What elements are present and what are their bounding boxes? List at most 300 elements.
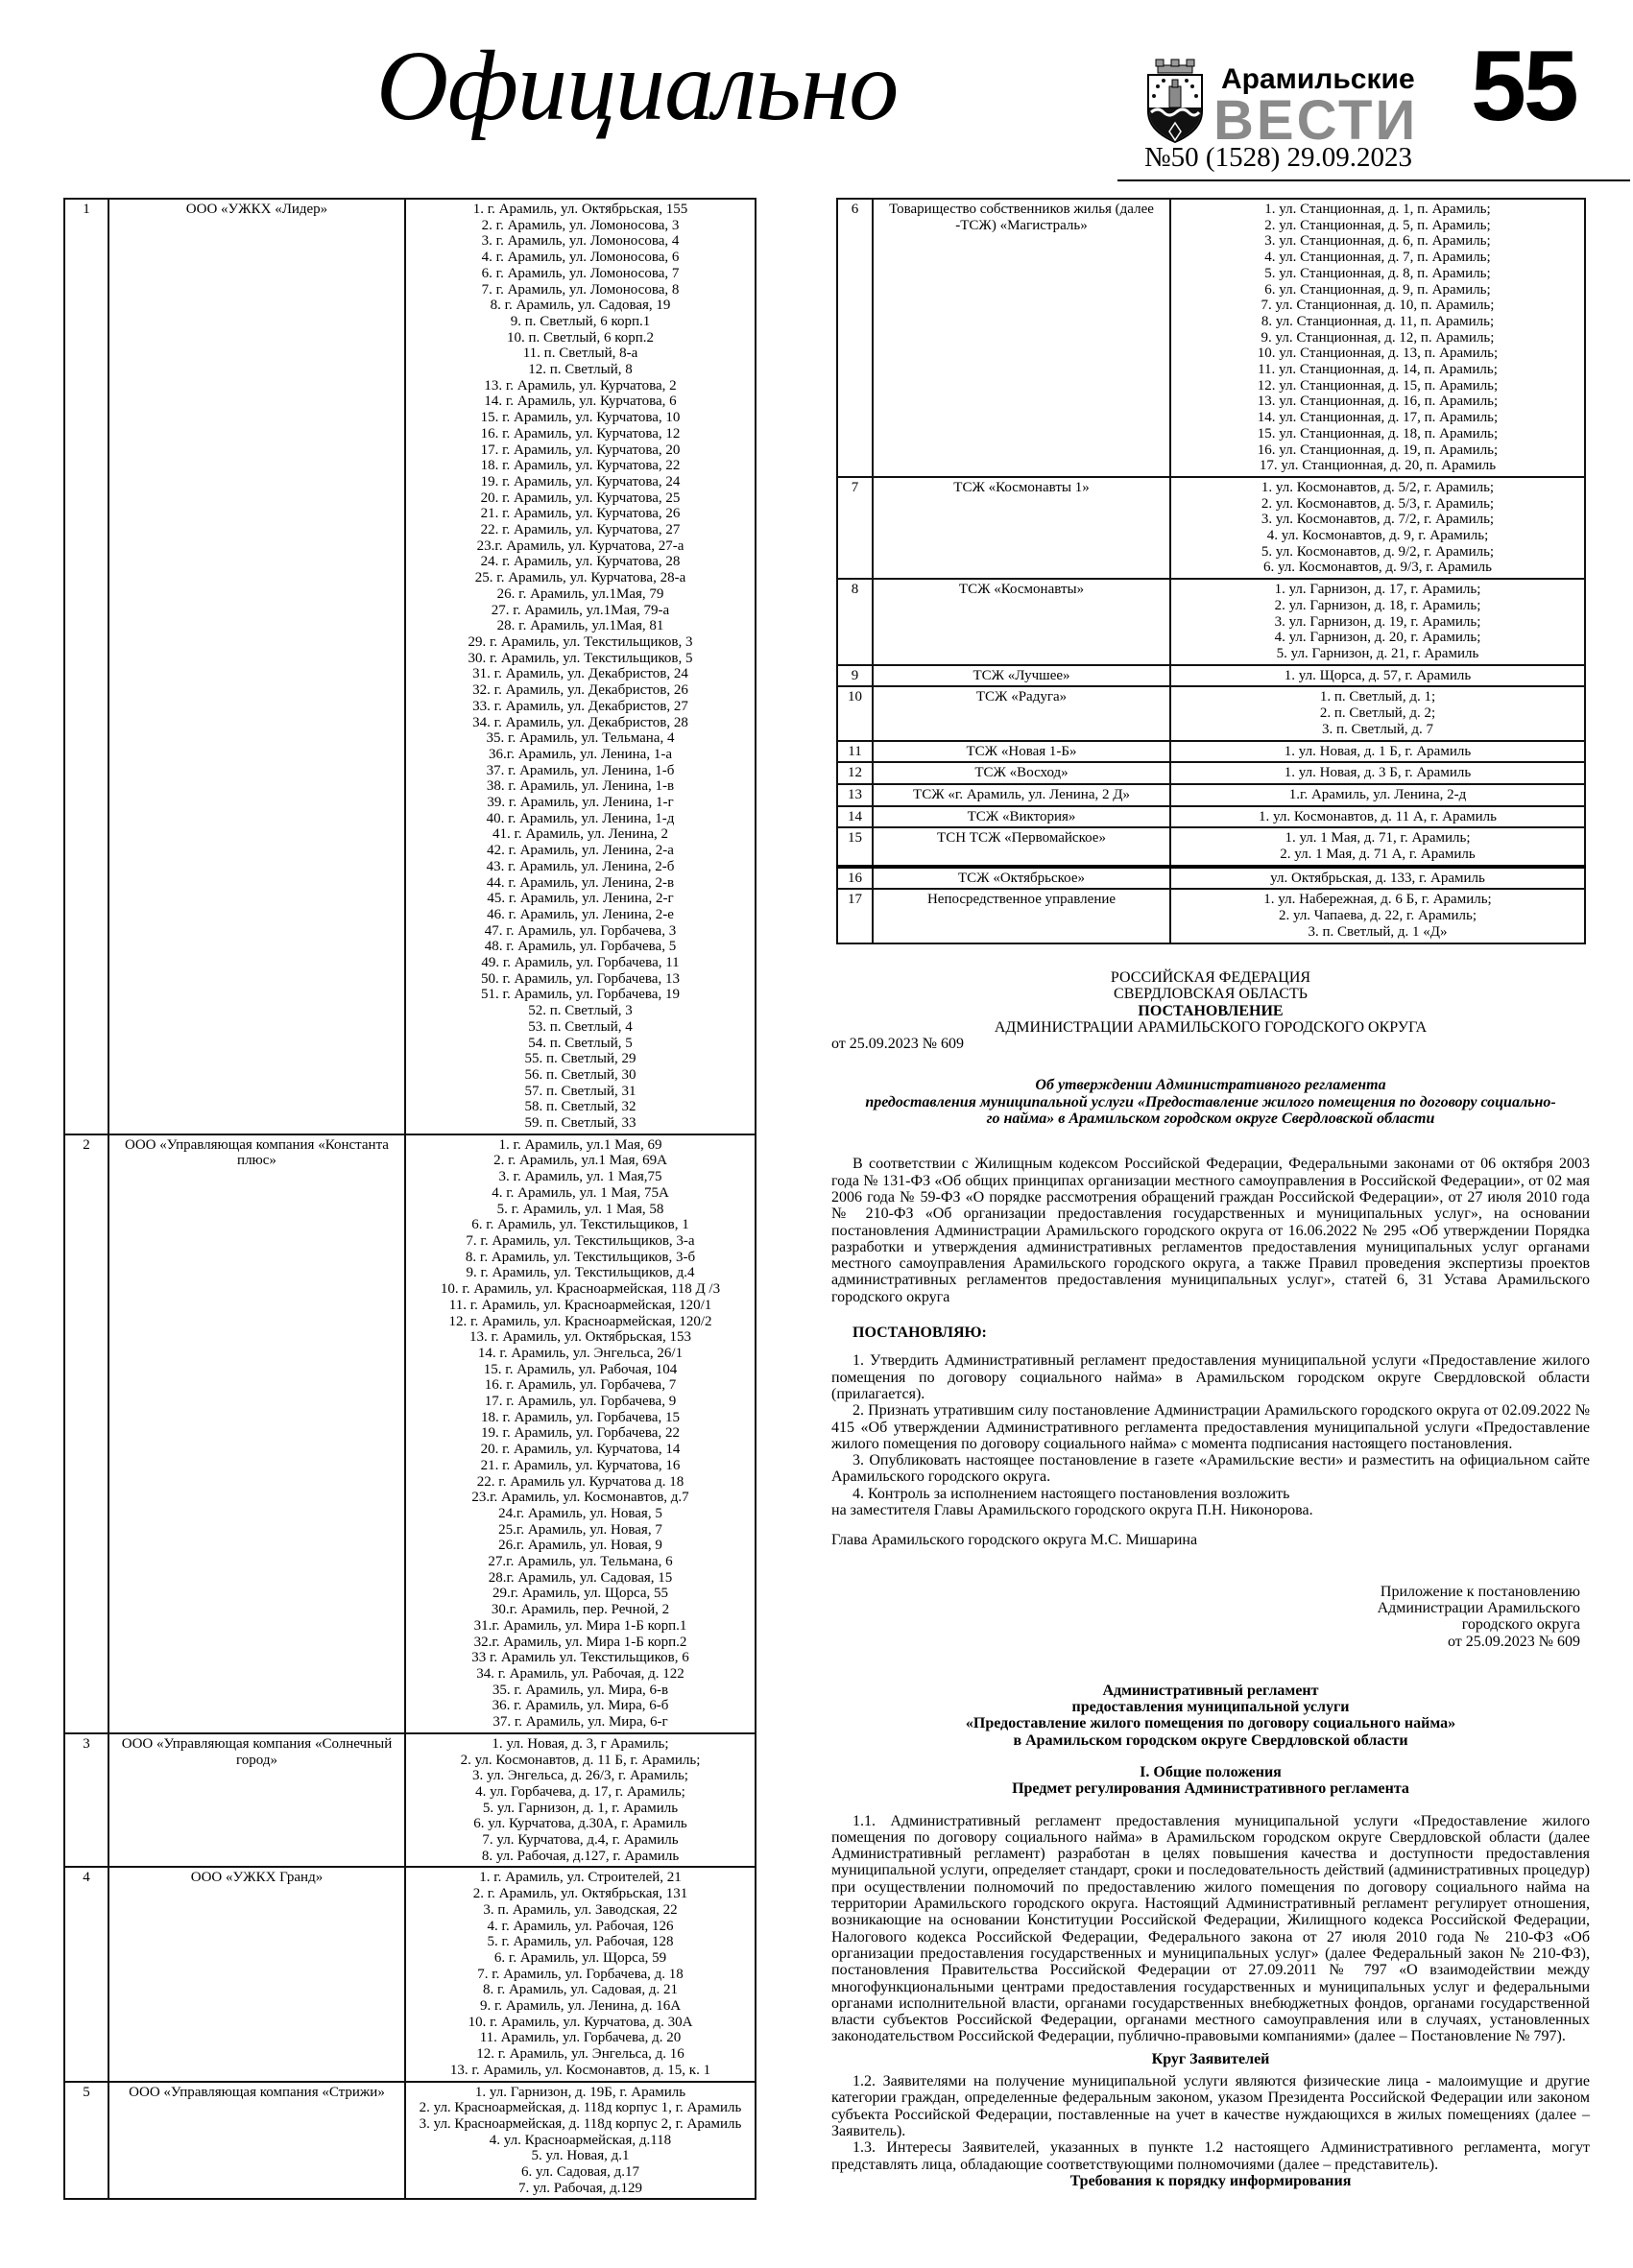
addresses-cell	[1170, 867, 1585, 890]
address-line: 7. г. Арамиль, ул. Горбачева, д. 18	[477, 1966, 684, 1982]
address-line: 8. ул. Станционная, д. 11, п. Арамиль;	[1261, 313, 1495, 329]
address-line: 4. ул. Космонавтов, д. 9, г. Арамиль;	[1266, 528, 1489, 544]
address-line: 4. ул. Станционная, д. 7, п. Арамиль;	[1264, 250, 1491, 266]
row-number-cell: 1	[64, 199, 108, 1134]
row-number-cell: 9	[837, 665, 873, 687]
text-line: предоставления муниципальной услуги «Предоставление жилого помещения по договору социально-	[865, 1093, 1556, 1110]
address-line: 46. г. Арамиль, ул. Ленина, 2-е	[487, 906, 674, 922]
address-line: 50. г. Арамиль, ул. Горбачева, 13	[481, 970, 680, 987]
table-row	[64, 1733, 756, 1868]
company-name-cell: ТСЖ «Космонавты 1»	[873, 477, 1170, 579]
decree-block	[831, 1019, 1590, 1036]
decree-block	[831, 1532, 1590, 1548]
table-row	[837, 867, 1585, 890]
address-line: 6. г. Арамиль, ул. Щорса, 59	[493, 1949, 667, 1966]
address-line: 3. ул. Гарнизон, д. 19, г. Арамиль;	[1274, 613, 1481, 630]
company-name-cell: ООО «Управляющая компания «Стрижи»	[108, 2082, 405, 2200]
table-row	[837, 827, 1585, 866]
address-line: 56. п. Светлый, 30	[524, 1066, 636, 1083]
address-line: 18. г. Арамиль, ул. Курчатова, 22	[480, 458, 681, 474]
address-line: 5. ул. Новая, д.1	[531, 2148, 630, 2164]
address-line: 20. г. Арамиль, ул. Курчатова, 14	[480, 1442, 681, 1458]
text-line: 1.1. Административный регламент предоставления муниципальной услуги «Предоставление жилого помещения по договору социального найма» в Арамильском городском округе Свердловской области (далее Административный регламент) разработан в целях повышения качества и доступности предоставления муниципальной услуги, определяет стандарт, сроки и последовательность действий (административных процедур) при осуществлении полномочий по предоставлению жилого помещения по договору социального найма на территории Арамильского городского округа. Настоящий Административный регламент регулирует отношения, возникающие на основании Конституции Российской Федерации, Жилищного кодекса Российской Федерации, Налогового кодекса Российской Федерации, Федерального закона от 27 июля 2010 года № 210-ФЗ «Об организации предоставления государственных и муниципальных услуг» (далее Федеральный закон № 210-ФЗ), постановления Правительства Российской Федерации от 27.09.2011 № 797 «О взаимодействии между многофункциональными центрами предоставления государственных и муниципальных услуг и федеральными органами исполнительной власти, органами государственных внебюджетных фондов, органами государственной власти субъектов Российской Федерации, органами местного самоуправления или в случаях, установленных законодательством Российской Федерации, публично-правовыми компаниями» (далее – Постановление № 797).	[831, 1812, 1590, 2045]
text-line: СВЕРДЛОВСКАЯ ОБЛАСТЬ	[1114, 986, 1308, 1003]
address-line: 41. г. Арамиль, ул. Ленина, 2	[492, 826, 669, 843]
address-line: 23.г. Арамиль, ул. Космонавтов, д.7	[471, 1490, 689, 1506]
text-line: ПОСТАНОВЛЕНИЕ	[1138, 1002, 1284, 1019]
address-line: 28.г. Арамиль, ул. Садовая, 15	[488, 1569, 673, 1586]
spacer	[831, 1518, 1590, 1532]
address-line: 10. г. Арамиль, ул. Курчатова, д. 30А	[468, 2014, 693, 2030]
address-line: 16. г. Арамиль, ул. Курчатова, 12	[480, 425, 681, 442]
address-line: 3. ул. Красноармейская, д. 118д корпус 2, г. Арамиль	[419, 2115, 742, 2132]
address-line: 39. г. Арамиль, ул. Ленина, 1-г	[487, 795, 674, 811]
decree-block	[831, 2173, 1590, 2189]
address-line: 30. г. Арамиль, ул. Текстильщиков, 5	[468, 650, 693, 666]
address-line: 1. ул. Новая, д. 3, г Арамиль;	[492, 1735, 669, 1752]
address-line: 10. г. Арамиль, ул. Красноармейская, 118 Д /3	[440, 1281, 721, 1298]
addresses-cell	[1170, 579, 1585, 665]
addresses-cell	[1170, 806, 1585, 828]
text-line: на заместителя Главы Арамильского городского округа П.Н. Никонорова.	[831, 1502, 1313, 1519]
address-line: 49. г. Арамиль, ул. Горбачева, 11	[481, 955, 680, 971]
addresses-cell	[1170, 784, 1585, 806]
text-line: Предмет регулирования Административного регламента	[1012, 1780, 1409, 1798]
address-line: 7. г. Арамиль, ул. Текстильщиков, 3-а	[466, 1233, 695, 1249]
address-line: 10. п. Светлый, 6 корп.2	[506, 329, 654, 346]
table-row	[837, 889, 1585, 943]
addresses-cell	[405, 1134, 756, 1733]
address-line: 35. г. Арамиль, ул. Мира, 6-в	[492, 1682, 669, 1698]
address-line: 2. ул. Красноармейская, д. 118д корпус 1, г. Арамиль	[419, 2100, 742, 2116]
row-number-cell: 8	[837, 579, 873, 665]
text-line: от 25.09.2023 № 609	[1447, 1633, 1580, 1650]
table-row	[64, 199, 756, 1134]
text-line: предоставления муниципальной услуги	[1071, 1699, 1350, 1716]
address-line: 22. г. Арамиль, ул. Курчатова, 27	[480, 522, 681, 538]
address-line: 34. г. Арамиль, ул. Рабочая, д. 122	[476, 1665, 684, 1682]
text-line: В соответствии с Жилищным кодексом Российской Федерации, Федеральными законами от 06 октября 2003 года № 131-ФЗ «Об общих принципах организации местного самоуправления в Российской Федерации», от 02 мая 2006 года № 59-ФЗ «О порядке рассмотрения обращений граждан Российской Федерации», от 27 июля 2010 года № 210-ФЗ «Об организации предоставления государственных и муниципальных услуг», на основании постановления Администрации Арамильского городского округа от 16.06.2022 № 295 «Об утверждении Порядка разработки и утверждения административных регламентов предоставления муниципальных услуг органами местного самоуправления Арамильского городского округа, а также Правил проведения экспертизы проектов административных регламентов предоставления муниципальных услуг», статей 6, 31 Устава Арамильского городского округа	[831, 1156, 1590, 1305]
address-line: 25.г. Арамиль, ул. Новая, 7	[498, 1521, 662, 1538]
address-line: 6. ул. Садовая, д.17	[521, 2164, 639, 2181]
decree-text	[831, 969, 1590, 2189]
decree-block	[831, 1077, 1590, 1127]
text-line: Административный регламент	[1102, 1682, 1319, 1699]
address-line: 1. ул. 1 Мая, д. 71, г. Арамиль;	[1285, 830, 1471, 847]
address-line: 9. г. Арамиль, ул. Ленина, д. 16А	[479, 1998, 682, 2015]
address-line: 32. г. Арамиль, ул. Декабристов, 26	[472, 682, 688, 699]
addresses-cell	[1170, 827, 1585, 866]
address-line: ул. Октябрьская, д. 133, г. Арамиль	[1270, 870, 1485, 886]
address-line: 34. г. Арамиль, ул. Декабристов, 28	[472, 714, 688, 730]
address-line: 3. ул. Космонавтов, д. 7/2, г. Арамиль;	[1261, 512, 1495, 528]
spacer	[831, 1305, 1590, 1325]
address-line: 40. г. Арамиль, ул. Ленина, 1-д	[486, 810, 675, 826]
brand-top-label: Арамильские	[1221, 63, 1415, 95]
address-line: 2. ул. Станционная, д. 5, п. Арамиль;	[1264, 217, 1491, 233]
row-number-cell: 4	[64, 1867, 108, 2081]
decree-block	[831, 1584, 1590, 1650]
company-name-cell: ООО «Управляющая компания «Солнечный город»	[108, 1733, 405, 1868]
address-line: 13. ул. Станционная, д. 16, п. Арамиль;	[1257, 394, 1499, 410]
table-row	[837, 784, 1585, 806]
row-number-cell: 12	[837, 762, 873, 784]
address-line: 10. ул. Станционная, д. 13, п. Арамиль;	[1257, 346, 1499, 362]
decree-block	[831, 1003, 1590, 1019]
address-line: 1. г. Арамиль, ул. Октябрьская, 155	[472, 202, 688, 217]
address-line: 5. г. Арамиль, ул. 1 Мая, 58	[496, 1201, 664, 1217]
address-line: 22. г. Арамиль ул. Курчатова д. 18	[476, 1473, 684, 1490]
address-line: 31.г. Арамиль, ул. Мира 1-Б корп.1	[473, 1617, 687, 1634]
address-line: 15. г. Арамиль, ул. Рабочая, 104	[483, 1361, 678, 1377]
spacer	[831, 1127, 1590, 1156]
company-name-cell: ТСН ТСЖ «Первомайское»	[873, 827, 1170, 866]
address-line: 29. г. Арамиль, ул. Текстильщиков, 3	[468, 633, 693, 650]
address-line: 2. ул. 1 Мая, д. 71 А, г. Арамиль	[1280, 847, 1476, 863]
address-line: 6. ул. Космонавтов, д. 9/3, г. Арамиль	[1262, 560, 1493, 576]
decree-block	[831, 1402, 1590, 1452]
text-line: Глава Арамильского городского округа М.С. Мишарина	[831, 1532, 1198, 1549]
row-number-cell: 14	[837, 806, 873, 828]
address-line: 52. п. Светлый, 3	[528, 1003, 633, 1019]
addresses-cell	[405, 199, 756, 1134]
row-number-cell: 10	[837, 686, 873, 740]
address-line: 14. г. Арамиль, ул. Энгельса, 26/1	[477, 1345, 684, 1361]
row-number-cell: 16	[837, 867, 873, 890]
address-line: 47. г. Арамиль, ул. Горбачева, 3	[484, 922, 677, 939]
company-name-cell: Непосредственное управление	[873, 889, 1170, 943]
company-name-cell: ТСЖ «Виктория»	[873, 806, 1170, 828]
spacer	[831, 1798, 1590, 1813]
address-line: 14. ул. Станционная, д. 17, п. Арамиль;	[1257, 410, 1499, 426]
address-line: 59. п. Светлый, 33	[524, 1115, 636, 1132]
address-line: 6. ул. Курчатова, д.30А, г. Арамиль	[473, 1816, 687, 1832]
row-number-cell: 11	[837, 741, 873, 763]
address-line: 1. ул. Космонавтов, д. 11 А, г. Арамиль	[1259, 808, 1497, 824]
address-line: 1. ул. Гарнизон, д. 17, г. Арамиль;	[1274, 582, 1481, 598]
row-number-cell: 15	[837, 827, 873, 866]
address-line: 19. г. Арамиль, ул. Горбачева, 22	[481, 1425, 680, 1442]
address-line: 13. г. Арамиль, ул. Курчатова, 2	[484, 377, 677, 394]
decree-block	[831, 969, 1590, 1003]
address-line: 25. г. Арамиль, ул. Курчатова, 28-а	[474, 570, 686, 586]
address-line: 48. г. Арамиль, ул. Горбачева, 5	[484, 939, 677, 955]
decree-block	[831, 1486, 1590, 1502]
text-line: Об утверждении Административного регламента	[1035, 1077, 1386, 1094]
text-line: РОССИЙСКАЯ ФЕДЕРАЦИЯ	[1110, 969, 1311, 986]
address-line: 1. ул. Новая, д. 1 Б, г. Арамиль	[1284, 743, 1472, 759]
address-line: 2. ул. Космонавтов, д. 5/3, г. Арамиль;	[1261, 495, 1495, 512]
address-line: 55. п. Светлый, 29	[524, 1051, 636, 1067]
address-line: 12. г. Арамиль, ул. Красноармейская, 120/2	[448, 1313, 712, 1329]
address-line: 54. п. Светлый, 5	[528, 1035, 633, 1051]
address-line: 58. п. Светлый, 32	[524, 1099, 636, 1115]
company-name-cell: ТСЖ «Лучшее»	[873, 665, 1170, 687]
table-row	[837, 741, 1585, 763]
decree-block	[831, 2073, 1590, 2139]
text-line: Администрации Арамильского	[1377, 1599, 1580, 1616]
address-line: 14. г. Арамиль, ул. Курчатова, 6	[484, 394, 677, 410]
brand-main-label: ВЕСТИ	[1213, 89, 1419, 152]
address-line: 8. г. Арамиль, ул. Текстильщиков, 3-б	[465, 1249, 696, 1265]
address-line: 5. ул. Станционная, д. 8, п. Арамиль;	[1264, 265, 1491, 281]
table-row	[837, 686, 1585, 740]
address-line: 9. п. Светлый, 6 корп.1	[510, 313, 651, 329]
address-line: 8. г. Арамиль, ул. Садовая, 19	[490, 298, 671, 314]
address-line: 15. г. Арамиль, ул. Курчатова, 10	[480, 410, 681, 426]
company-name-cell: ТСЖ «Космонавты»	[873, 579, 1170, 665]
address-line: 1. п. Светлый, д. 1;	[1319, 689, 1436, 705]
coat-of-arms-icon	[1144, 58, 1206, 146]
company-name-cell: ТСЖ «Октябрьское»	[873, 867, 1170, 890]
company-name-cell: ТСЖ «г. Арамиль, ул. Ленина, 2 Д»	[873, 784, 1170, 806]
address-line: 37. г. Арамиль, ул. Мира, 6-г	[492, 1714, 668, 1731]
decree-block	[831, 1036, 1590, 1052]
address-line: 36. г. Арамиль, ул. Мира, 6-б	[492, 1698, 669, 1714]
address-line: 6. г. Арамиль, ул. Текстильщиков, 1	[471, 1217, 689, 1233]
address-line: 7. ул. Станционная, д. 10, п. Арамиль;	[1261, 298, 1495, 314]
addresses-cell	[1170, 686, 1585, 740]
address-line: 27. г. Арамиль, ул.1Мая, 79-а	[491, 602, 670, 618]
address-line: 13. г. Арамиль, ул. Космонавтов, д. 15, к. 1	[449, 2062, 711, 2078]
address-line: 2. п. Светлый, д. 2;	[1319, 705, 1436, 722]
section-title: Официально	[376, 31, 899, 141]
text-line: 4. Контроль за исполнением настоящего постановления возложить	[853, 1485, 1290, 1502]
text-line: городского округа	[1461, 1616, 1580, 1634]
company-name-cell: ООО «Управляющая компания «Константа плюс»	[108, 1134, 405, 1733]
table-row	[64, 1134, 756, 1733]
address-line: 1. ул. Космонавтов, д. 5/2, г. Арамиль;	[1261, 479, 1495, 495]
text-line: «Предоставление жилого помещения по договору социального найма»	[965, 1715, 1456, 1732]
address-line: 27.г. Арамиль, ул. Тельмана, 6	[488, 1554, 673, 1570]
address-line: 2. ул. Космонавтов, д. 11 Б, г. Арамиль;	[460, 1752, 701, 1768]
address-line: 1. ул. Гарнизон, д. 19Б, г. Арамиль	[474, 2084, 686, 2100]
decree-block	[831, 1683, 1590, 1749]
text-line: АДМИНИСТРАЦИИ АРАМИЛЬСКОГО ГОРОДСКОГО ОКРУГА	[994, 1018, 1428, 1036]
address-line: 8. ул. Рабочая, д.127, г. Арамиль	[481, 1848, 680, 1864]
address-line: 11. п. Светлый, 8-а	[522, 346, 638, 362]
row-number-cell: 7	[837, 477, 873, 579]
address-line: 12. г. Арамиль, ул. Энгельса, д. 16	[476, 2046, 684, 2063]
address-line: 1. ул. Станционная, д. 1, п. Арамиль;	[1264, 202, 1491, 217]
management-companies-table-right	[836, 198, 1586, 944]
decree-block	[831, 1352, 1590, 1402]
decree-block	[831, 1452, 1590, 1486]
addresses-cell	[405, 1733, 756, 1868]
text-line: 2. Признать утратившим силу постановление Администрации Арамильского городского округа от 02.09.2022 № 415 «Об утверждении Административного регламента предоставления муниципальной услуги «Предоставление жилого помещения по договору социального найма» с момента подписания настоящего постановления.	[831, 1402, 1590, 1452]
address-line: 2. г. Арамиль, ул. Ломоносова, 3	[481, 217, 680, 233]
address-line: 5. ул. Гарнизон, д. 21, г. Арамиль	[1276, 645, 1479, 661]
address-line: 38. г. Арамиль, ул. Ленина, 1-в	[486, 778, 675, 795]
address-line: 11. Арамиль, ул. Горбачева, д. 20	[479, 2030, 682, 2046]
address-line: 13. г. Арамиль, ул. Октябрьская, 153	[468, 1329, 692, 1346]
addresses-cell	[1170, 889, 1585, 943]
address-line: 7. ул. Курчатова, д.4, г. Арамиль	[482, 1832, 679, 1849]
address-line: 44. г. Арамиль, ул. Ленина, 2-в	[486, 874, 675, 891]
address-line: 3. п. Арамиль, ул. Заводская, 22	[483, 1901, 678, 1918]
text-line: 1. Утвердить Административный регламент предоставления муниципальной услуги «Предоставление жилого помещения по договору социального найма» в Арамильском городском округе Свердловской области (прилагается).	[831, 1352, 1590, 1402]
addresses-cell	[1170, 665, 1585, 687]
addresses-cell	[1170, 477, 1585, 579]
address-line: 5. ул. Гарнизон, д. 1, г. Арамиль	[482, 1800, 679, 1816]
address-line: 43. г. Арамиль, ул. Ленина, 2-б	[486, 858, 675, 874]
address-line: 17. г. Арамиль, ул. Курчатова, 20	[480, 442, 681, 458]
address-line: 5. ул. Космонавтов, д. 9/2, г. Арамиль;	[1261, 543, 1495, 560]
address-line: 3. ул. Энгельса, д. 26/3, г. Арамиль;	[472, 1768, 688, 1784]
decree-block	[831, 2139, 1590, 2173]
address-line: 2. г. Арамиль, ул. Октябрьская, 131	[472, 1886, 688, 1902]
issue-label: №50 (1528) 29.09.2023	[1144, 142, 1412, 173]
address-line: 24.г. Арамиль, ул. Новая, 5	[498, 1505, 662, 1521]
address-line: 7. г. Арамиль, ул. Ломоносова, 8	[481, 281, 680, 298]
address-line: 45. г. Арамиль, ул. Ленина, 2-г	[487, 891, 674, 907]
addresses-cell	[405, 1867, 756, 2081]
spacer	[831, 1749, 1590, 1764]
address-line: 23.г. Арамиль, ул. Курчатова, 27-а	[476, 537, 684, 554]
table-row	[837, 762, 1585, 784]
address-line: 3. п. Светлый, д. 1 «Д»	[1308, 923, 1448, 940]
address-line: 1. ул. Набережная, д. 6 Б, г. Арамиль;	[1263, 892, 1492, 908]
text-line: го найма» в Арамильском городском округе Свердловской области	[986, 1110, 1435, 1128]
table-row	[64, 2082, 756, 2200]
address-line: 1. ул. Щорса, д. 57, г. Арамиль	[1284, 667, 1472, 683]
company-name-cell: ООО «УЖКХ Гранд»	[108, 1867, 405, 2081]
address-line: 37. г. Арамиль, ул. Ленина, 1-б	[486, 762, 675, 778]
address-line: 11. г. Арамиль, ул. Красноармейская, 120/1	[448, 1297, 712, 1313]
address-line: 12. ул. Станционная, д. 15, п. Арамиль;	[1257, 377, 1499, 394]
text-line: 1.2. Заявителями на получение муниципальной услуги являются физические лица - малоимущие и другие категории граждан, определенные федеральным законом, указом Президента Российской Федерации или законом субъекта Российской Федерации, поставленные на учет в качестве нуждающихся в жилых помещениях (далее – Заявитель).	[831, 2073, 1590, 2139]
address-line: 33 г. Арамиль ул. Текстильщиков, 6	[471, 1650, 689, 1666]
spacer	[831, 1549, 1590, 1584]
row-number-cell: 3	[64, 1733, 108, 1868]
table-row	[64, 1867, 756, 2081]
spacer	[831, 1650, 1590, 1683]
decree-block	[831, 1764, 1590, 1798]
row-number-cell: 6	[837, 199, 873, 477]
text-line: Требования к порядку информирования	[1069, 2172, 1352, 2189]
address-line: 16. г. Арамиль, ул. Горбачева, 7	[484, 1377, 677, 1394]
address-line: 26.г. Арамиль, ул. Новая, 9	[498, 1538, 662, 1554]
address-line: 3. ул. Станционная, д. 6, п. Арамиль;	[1264, 233, 1491, 250]
address-line: 3. г. Арамиль, ул. 1 Мая,75	[498, 1169, 662, 1185]
address-line: 4. ул. Горбачева, д. 17, г. Арамиль;	[475, 1783, 685, 1800]
table-row	[837, 477, 1585, 579]
text-line: в Арамильском городском округе Свердловской области	[1013, 1731, 1408, 1749]
address-line: 11. ул. Станционная, д. 14, п. Арамиль;	[1258, 362, 1498, 378]
address-line: 4. ул. Красноармейская, д.118	[489, 2132, 672, 2148]
address-line: 32.г. Арамиль, ул. Мира 1-Б корп.2	[473, 1634, 687, 1650]
address-line: 51. г. Арамиль, ул. Горбачева, 19	[481, 987, 680, 1003]
row-number-cell: 2	[64, 1134, 108, 1733]
address-line: 16. ул. Станционная, д. 19, п. Арамиль;	[1257, 442, 1499, 458]
address-line: 20. г. Арамиль, ул. Курчатова, 25	[480, 489, 681, 506]
address-line: 12. п. Светлый, 8	[528, 362, 633, 378]
row-number-cell: 13	[837, 784, 873, 806]
row-number-cell: 17	[837, 889, 873, 943]
addresses-cell	[1170, 762, 1585, 784]
address-line: 24. г. Арамиль, ул. Курчатова, 28	[480, 554, 681, 570]
table-row	[837, 579, 1585, 665]
address-line: 3. п. Светлый, д. 7	[1321, 721, 1434, 737]
address-line: 4. г. Арамиль, ул. 1 Мая, 75А	[492, 1184, 669, 1201]
address-line: 8. г. Арамиль, ул. Садовая, д. 21	[483, 1982, 678, 1998]
address-line: 6. ул. Станционная, д. 9, п. Арамиль;	[1264, 281, 1491, 298]
text-line: от 25.09.2023 № 609	[831, 1036, 965, 1053]
addresses-cell	[405, 2082, 756, 2200]
management-companies-table-left	[63, 198, 756, 2200]
company-name-cell: ООО «УЖКХ «Лидер»	[108, 199, 405, 1134]
text-line: Приложение к постановлению	[1380, 1583, 1580, 1600]
decree-block	[831, 1502, 1590, 1518]
address-line: 29.г. Арамиль, ул. Щорса, 55	[492, 1586, 668, 1602]
address-line: 7. ул. Рабочая, д.129	[517, 2180, 643, 2196]
address-line: 2. г. Арамиль, ул.1 Мая, 69А	[493, 1153, 667, 1169]
address-line: 17. г. Арамиль, ул. Горбачева, 9	[484, 1394, 677, 1410]
decree-block	[831, 2051, 1590, 2067]
spacer	[831, 1341, 1590, 1352]
address-line: 4. ул. Гарнизон, д. 20, г. Арамиль;	[1274, 630, 1481, 646]
address-line: 57. п. Светлый, 31	[524, 1083, 636, 1099]
address-line: 19. г. Арамиль, ул. Курчатова, 24	[480, 473, 681, 489]
table-row	[837, 806, 1585, 828]
decree-block	[831, 1813, 1590, 2045]
address-line: 6. г. Арамиль, ул. Ломоносова, 7	[481, 265, 680, 281]
address-line: 36.г. Арамиль, ул. Ленина, 1-а	[489, 746, 672, 762]
address-line: 5. г. Арамиль, ул. Рабочая, 128	[487, 1934, 674, 1950]
address-line: 1. ул. Новая, д. 3 Б, г. Арамиль	[1284, 765, 1472, 781]
text-line: Круг Заявителей	[1151, 2050, 1270, 2067]
address-line: 1. г. Арамиль, ул. Строителей, 21	[479, 1870, 682, 1886]
table-row	[837, 199, 1585, 477]
address-line: 42. г. Арамиль, ул. Ленина, 2-а	[487, 843, 674, 859]
address-line: 35. г. Арамиль, ул. Тельмана, 4	[486, 730, 675, 747]
address-line: 2. ул. Чапаева, д. 22, г. Арамиль;	[1278, 908, 1477, 924]
address-line: 2. ул. Гарнизон, д. 18, г. Арамиль;	[1274, 597, 1481, 613]
address-line: 18. г. Арамиль, ул. Горбачева, 15	[481, 1409, 680, 1425]
company-name-cell: ТСЖ «Новая 1-Б»	[873, 741, 1170, 763]
address-line: 1.г. Арамиль, ул. Ленина, 2-д	[1288, 786, 1467, 802]
address-line: 4. г. Арамиль, ул. Рабочая, 126	[487, 1918, 674, 1934]
company-name-cell: Товарищество собственников жилья (далее -ТСЖ) «Магистраль»	[873, 199, 1170, 477]
address-line: 33. г. Арамиль, ул. Декабристов, 27	[472, 698, 688, 714]
row-number-cell: 5	[64, 2082, 108, 2200]
table-row	[837, 665, 1585, 687]
page-number: 55	[1471, 31, 1576, 142]
address-line: 21. г. Арамиль, ул. Курчатова, 16	[480, 1457, 681, 1473]
address-line: 9. ул. Станционная, д. 12, п. Арамиль;	[1261, 329, 1495, 346]
address-line: 31. г. Арамиль, ул. Декабристов, 24	[472, 666, 688, 682]
decree-block	[831, 1325, 1590, 1341]
text-line: 1.3. Интересы Заявителей, указанных в пункте 1.2 настоящего Административного регламента, могут представлять лица, обладающие соответствующими полномочиями (далее – представитель).	[831, 2139, 1590, 2173]
address-line: 15. ул. Станционная, д. 18, п. Арамиль;	[1257, 425, 1499, 442]
spacer	[831, 1052, 1590, 1077]
decree-block	[831, 1156, 1590, 1305]
masthead-rule	[1117, 179, 1630, 181]
address-line: 4. г. Арамиль, ул. Ломоносова, 6	[481, 250, 680, 266]
addresses-cell	[1170, 741, 1585, 763]
address-line: 21. г. Арамиль, ул. Курчатова, 26	[480, 506, 681, 522]
address-line: 9. г. Арамиль, ул. Текстильщиков, д.4	[466, 1265, 695, 1281]
address-line: 26. г. Арамиль, ул.1Мая, 79	[496, 585, 664, 602]
address-line: 28. г. Арамиль, ул.1Мая, 81	[496, 618, 664, 634]
company-name-cell: ТСЖ «Восход»	[873, 762, 1170, 784]
text-line: I. Общие положения	[1140, 1763, 1282, 1780]
text-line: 3. Опубликовать настоящее постановление в газете «Арамильские вести» и разместить на официальном сайте Арамильского городского округа.	[831, 1452, 1590, 1486]
address-line: 1. г. Арамиль, ул.1 Мая, 69	[498, 1136, 662, 1153]
address-line: 53. п. Светлый, 4	[528, 1018, 633, 1035]
text-line: ПОСТАНОВЛЯЮ:	[853, 1325, 987, 1342]
company-name-cell: ТСЖ «Радуга»	[873, 686, 1170, 740]
